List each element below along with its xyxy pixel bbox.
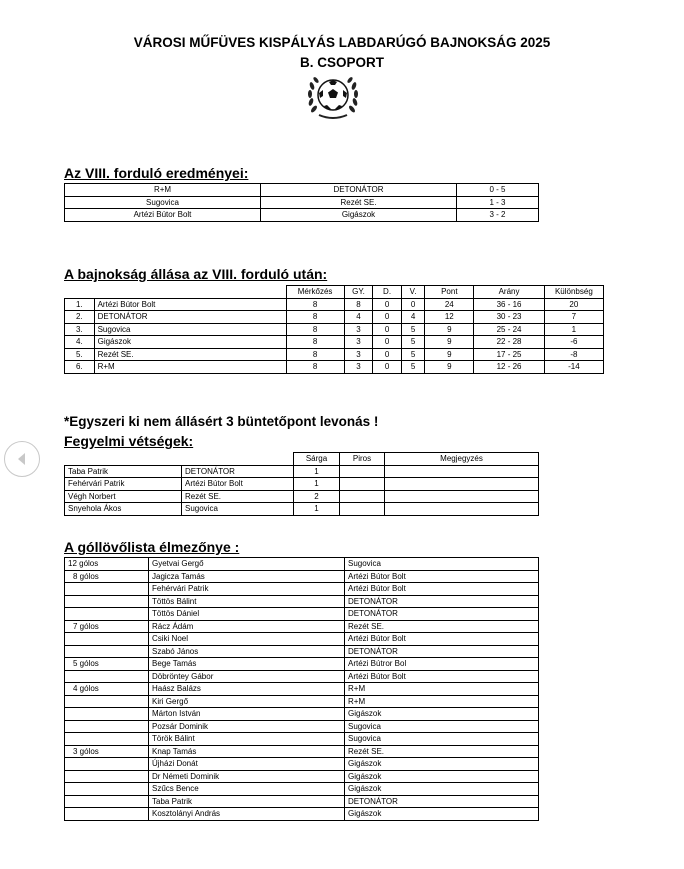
- team-name: DETONÁTOR: [345, 608, 539, 621]
- col-header: V.: [401, 286, 424, 299]
- drawn: 0: [373, 361, 402, 374]
- goal-count: [65, 758, 149, 771]
- player-name: Fehérvári Patrik: [65, 478, 182, 491]
- discipline-table: [64, 452, 539, 516]
- scorer-row: [65, 695, 539, 708]
- points: 24: [425, 298, 474, 311]
- team-name: Rezét SE.: [345, 745, 539, 758]
- position: 3.: [65, 323, 95, 336]
- soccer-ball-laurel-icon: [305, 73, 361, 121]
- goal-count: [65, 708, 149, 721]
- red-cards: [340, 478, 385, 491]
- position: 5.: [65, 348, 95, 361]
- player-name: Dr Németi Dominik: [149, 770, 345, 783]
- goal-difference: 20: [544, 298, 603, 311]
- away-team: DETONÁTOR: [261, 184, 457, 197]
- scorer-row: [65, 633, 539, 646]
- lost: 5: [401, 336, 424, 349]
- player-name: Szűcs Bence: [149, 783, 345, 796]
- player-name: Kiri Gergő: [149, 695, 345, 708]
- yellow-cards: 1: [294, 465, 340, 478]
- position: 4.: [65, 336, 95, 349]
- red-cards: [340, 503, 385, 516]
- position: 1.: [65, 298, 95, 311]
- played: 8: [286, 298, 344, 311]
- played: 8: [286, 336, 344, 349]
- scorer-row: [65, 720, 539, 733]
- goal-count: [65, 645, 149, 658]
- team-name: Sugovica: [94, 323, 286, 336]
- page-subtitle: B. CSOPORT: [299, 55, 384, 70]
- page-title: VÁROSI MŰFÜVES KISPÁLYÁS LABDARÚGÓ BAJNOKSÁG 2025: [133, 35, 551, 50]
- points: 9: [425, 361, 474, 374]
- lost: 4: [401, 311, 424, 324]
- scorer-row: [65, 645, 539, 658]
- yellow-cards: 1: [294, 503, 340, 516]
- scorer-row: [65, 620, 539, 633]
- team-name: Sugovica: [182, 503, 294, 516]
- team-name: Sugovica: [345, 558, 539, 571]
- team-name: Artézi Bútor Bolt: [345, 570, 539, 583]
- points: 9: [425, 348, 474, 361]
- goal-count: [65, 595, 149, 608]
- played: 8: [286, 323, 344, 336]
- standings-row: [65, 361, 604, 374]
- player-name: Újházi Donát: [149, 758, 345, 771]
- discipline-row: [65, 465, 539, 478]
- player-name: Fehérvári Patrik: [149, 583, 345, 596]
- score: 0 - 5: [457, 184, 539, 197]
- goal-ratio: 30 - 23: [474, 311, 544, 324]
- discipline-row: [65, 503, 539, 516]
- points: 12: [425, 311, 474, 324]
- team-name: Rezét SE.: [345, 620, 539, 633]
- player-name: Taba Patrik: [65, 465, 182, 478]
- remark: [385, 503, 539, 516]
- home-team: Artézi Bútor Bolt: [65, 209, 261, 222]
- goal-count: [65, 670, 149, 683]
- team-name: Artézi Bútor Bolt: [345, 633, 539, 646]
- player-name: Taba Patrik: [149, 795, 345, 808]
- standings-heading: A bajnokság állása az VIII. forduló után:: [64, 266, 328, 282]
- lost: 5: [401, 323, 424, 336]
- standings-row: [65, 311, 604, 324]
- result-row: [65, 184, 539, 197]
- team-name: Rezét SE.: [94, 348, 286, 361]
- remark: [385, 490, 539, 503]
- scorer-row: [65, 608, 539, 621]
- team-name: Gigászok: [345, 758, 539, 771]
- player-name: Haász Balázs: [149, 683, 345, 696]
- scorer-row: [65, 683, 539, 696]
- scorer-row: [65, 770, 539, 783]
- goal-ratio: 25 - 24: [474, 323, 544, 336]
- player-name: Bege Tamás: [149, 658, 345, 671]
- scorer-row: [65, 658, 539, 671]
- col-header: D.: [373, 286, 402, 299]
- goal-ratio: 12 - 26: [474, 361, 544, 374]
- team-name: DETONÁTOR: [345, 795, 539, 808]
- lost: 5: [401, 348, 424, 361]
- player-name: Török Bálint: [149, 733, 345, 746]
- goal-count: [65, 795, 149, 808]
- won: 3: [344, 348, 373, 361]
- chevron-left-icon: [15, 452, 29, 466]
- scorer-row: [65, 808, 539, 821]
- team-name: Artézi Bútor Bolt: [182, 478, 294, 491]
- red-cards: [340, 490, 385, 503]
- goal-ratio: 36 - 16: [474, 298, 544, 311]
- drawn: 0: [373, 298, 402, 311]
- team-name: R+M: [345, 695, 539, 708]
- discipline-row: [65, 478, 539, 491]
- scorer-row: [65, 558, 539, 571]
- col-header: GY.: [344, 286, 373, 299]
- scorers-heading: A góllövőlista élmezőnye :: [64, 539, 240, 555]
- team-name: Artézi Bútor Bolt: [345, 583, 539, 596]
- won: 3: [344, 361, 373, 374]
- position: 2.: [65, 311, 95, 324]
- team-name: Sugovica: [345, 733, 539, 746]
- goal-ratio: 17 - 25: [474, 348, 544, 361]
- home-team: Sugovica: [65, 196, 261, 209]
- goal-count: [65, 633, 149, 646]
- played: 8: [286, 311, 344, 324]
- scorer-row: [65, 795, 539, 808]
- player-name: Csiki Noel: [149, 633, 345, 646]
- scorer-row: [65, 745, 539, 758]
- team-name: Artézi Bútor Bolt: [94, 298, 286, 311]
- played: 8: [286, 348, 344, 361]
- goal-difference: -14: [544, 361, 603, 374]
- points: 9: [425, 336, 474, 349]
- won: 4: [344, 311, 373, 324]
- score: 3 - 2: [457, 209, 539, 222]
- away-team: Gigászok: [261, 209, 457, 222]
- player-name: Kosztolányi András: [149, 808, 345, 821]
- scorers-table: [64, 557, 539, 821]
- yellow-cards: 1: [294, 478, 340, 491]
- drawn: 0: [373, 336, 402, 349]
- won: 3: [344, 336, 373, 349]
- col-header: Pont: [425, 286, 474, 299]
- team-name: DETONÁTOR: [94, 311, 286, 324]
- remark: [385, 465, 539, 478]
- lost: 0: [401, 298, 424, 311]
- scorer-row: [65, 783, 539, 796]
- team-name: Artézi Bútror Bol: [345, 658, 539, 671]
- team-name: Sugovica: [345, 720, 539, 733]
- player-name: Gyetvai Gergő: [149, 558, 345, 571]
- goal-count: 7 gólos: [65, 620, 149, 633]
- player-name: Rácz Ádám: [149, 620, 345, 633]
- team-name: DETONÁTOR: [345, 595, 539, 608]
- team-name: Gigászok: [345, 770, 539, 783]
- drawn: 0: [373, 311, 402, 324]
- goal-count: [65, 608, 149, 621]
- goal-difference: 1: [544, 323, 603, 336]
- team-name: R+M: [345, 683, 539, 696]
- goal-count: [65, 583, 149, 596]
- team-name: Gigászok: [345, 808, 539, 821]
- scorer-row: [65, 708, 539, 721]
- col-header: Piros: [340, 453, 385, 466]
- team-name: R+M: [94, 361, 286, 374]
- red-cards: [340, 465, 385, 478]
- col-header: Arány: [474, 286, 544, 299]
- player-name: Márton István: [149, 708, 345, 721]
- team-name: DETONÁTOR: [182, 465, 294, 478]
- lost: 5: [401, 361, 424, 374]
- player-name: Végh Norbert: [65, 490, 182, 503]
- goal-ratio: 22 - 28: [474, 336, 544, 349]
- prev-page-button[interactable]: [4, 441, 40, 477]
- goal-difference: 7: [544, 311, 603, 324]
- team-name: Gigászok: [345, 783, 539, 796]
- position: 6.: [65, 361, 95, 374]
- col-header: Mérkőzés: [286, 286, 344, 299]
- away-team: Rezét SE.: [261, 196, 457, 209]
- col-header: Különbség: [544, 286, 603, 299]
- goal-count: 5 gólos: [65, 658, 149, 671]
- player-name: Szabó János: [149, 645, 345, 658]
- penalty-note: *Egyszeri ki nem állásért 3 büntetőpont levonás !: [64, 414, 379, 429]
- result-row: [65, 209, 539, 222]
- goal-count: 12 gólos: [65, 558, 149, 571]
- remark: [385, 478, 539, 491]
- standings-table: [64, 285, 604, 374]
- standings-row: [65, 336, 604, 349]
- won: 8: [344, 298, 373, 311]
- standings-row: [65, 348, 604, 361]
- team-name: Gigászok: [94, 336, 286, 349]
- player-name: Töttös Dániel: [149, 608, 345, 621]
- col-header: Sárga: [294, 453, 340, 466]
- team-name: Gigászok: [345, 708, 539, 721]
- player-name: Pozsár Dominik: [149, 720, 345, 733]
- standings-row: [65, 323, 604, 336]
- discipline-row: [65, 490, 539, 503]
- goal-count: [65, 733, 149, 746]
- goal-count: [65, 783, 149, 796]
- home-team: R+M: [65, 184, 261, 197]
- goal-count: 8 gólos: [65, 570, 149, 583]
- player-name: Snyehola Ákos: [65, 503, 182, 516]
- team-name: Rezét SE.: [182, 490, 294, 503]
- standings-header-row: [65, 286, 604, 299]
- results-heading: Az VIII. forduló eredményei:: [64, 165, 249, 181]
- player-name: Jagicza Tamás: [149, 570, 345, 583]
- scorer-row: [65, 670, 539, 683]
- goal-count: 4 gólos: [65, 683, 149, 696]
- discipline-header-row: [65, 453, 539, 466]
- score: 1 - 3: [457, 196, 539, 209]
- points: 9: [425, 323, 474, 336]
- team-name: DETONÁTOR: [345, 645, 539, 658]
- col-header: Megjegyzés: [385, 453, 539, 466]
- goal-count: [65, 720, 149, 733]
- player-name: Döbröntey Gábor: [149, 670, 345, 683]
- scorer-row: [65, 570, 539, 583]
- discipline-heading: Fegyelmi vétségek:: [64, 433, 194, 449]
- scorer-row: [65, 733, 539, 746]
- goal-count: [65, 808, 149, 821]
- goal-count: [65, 695, 149, 708]
- yellow-cards: 2: [294, 490, 340, 503]
- player-name: Knap Tamás: [149, 745, 345, 758]
- scorer-row: [65, 595, 539, 608]
- result-row: [65, 196, 539, 209]
- goal-difference: -8: [544, 348, 603, 361]
- goal-difference: -6: [544, 336, 603, 349]
- standings-row: [65, 298, 604, 311]
- goal-count: [65, 770, 149, 783]
- drawn: 0: [373, 323, 402, 336]
- scorer-row: [65, 758, 539, 771]
- played: 8: [286, 361, 344, 374]
- player-name: Töttös Bálint: [149, 595, 345, 608]
- goal-count: 3 gólos: [65, 745, 149, 758]
- scorer-row: [65, 583, 539, 596]
- won: 3: [344, 323, 373, 336]
- drawn: 0: [373, 348, 402, 361]
- team-name: Artézi Bútor Bolt: [345, 670, 539, 683]
- results-table: [64, 183, 539, 222]
